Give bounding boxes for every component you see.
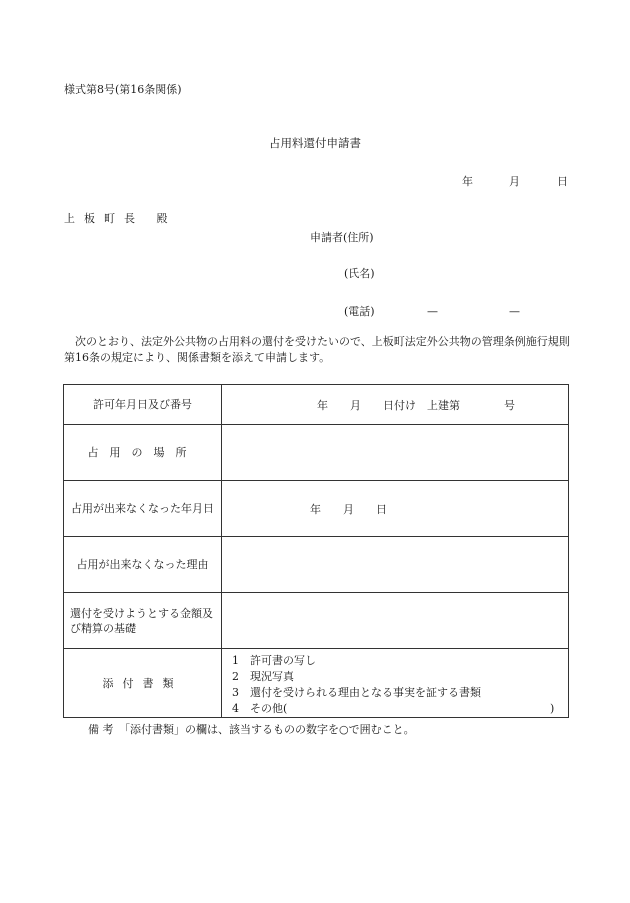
addressee: 上板町長 殿 xyxy=(64,212,177,225)
row-label-end-date: 占用が出来なくなった年月日 xyxy=(64,481,222,537)
form-number: 様式第8号(第16条関係) xyxy=(64,83,182,96)
table-row xyxy=(64,537,569,593)
date-year: 年 xyxy=(462,175,473,188)
row-label-amount xyxy=(64,593,222,649)
end-date-fields: 年 月 日 xyxy=(310,502,387,516)
table-row xyxy=(64,425,569,481)
row-value-reason xyxy=(222,537,569,593)
row-label-permit: 許可年月日及び番号 xyxy=(64,385,222,425)
row-value-attachments xyxy=(222,649,569,718)
phone-separator: — xyxy=(427,305,438,318)
date-month: 月 xyxy=(509,175,520,188)
row-label-reason: 占用が出来なくなった理由 xyxy=(64,537,222,593)
attachment-list xyxy=(222,649,568,717)
table-row xyxy=(64,649,569,718)
applicant-address-label: 申請者(住所) xyxy=(310,231,374,244)
row-value-end-date xyxy=(222,481,569,537)
applicant-name-label: (氏名) xyxy=(344,267,375,280)
row-value-permit xyxy=(222,385,569,425)
list-item: 3 還付を受けられる理由となる事実を証する書類 xyxy=(232,686,481,699)
row-label-attachments: 添付書類 xyxy=(64,649,222,718)
table-row xyxy=(64,385,569,425)
document-title: 占用料還付申請書 xyxy=(269,136,361,150)
phone-separator: — xyxy=(509,305,520,318)
attachment-other-close: ) xyxy=(550,702,555,715)
application-statement: 次のとおり、法定外公共物の占用料の還付を受けたいので、上板町法定外公共物の管理条例施行規則第16条の規定により、関係書類を添えて申請します。 xyxy=(64,335,570,364)
row-value-amount xyxy=(222,593,569,649)
row-label-location: 占用の場所 xyxy=(64,425,222,481)
list-item: 1 許可書の写し xyxy=(232,654,316,667)
table-row xyxy=(64,481,569,537)
applicant-phone-label: (電話) xyxy=(344,305,375,318)
list-item xyxy=(232,701,568,717)
attachment-other: 4 その他( xyxy=(232,702,288,715)
table-row xyxy=(64,593,569,649)
amount-label-text: 還付を受けようとする金額及び精算の基礎 xyxy=(70,606,213,635)
application-table xyxy=(63,384,569,718)
permit-date-number: 年 月 日付け 上建第 号 xyxy=(317,398,515,412)
date-day: 日 xyxy=(557,175,568,188)
list-item: 2 現況写真 xyxy=(232,670,294,683)
row-value-location xyxy=(222,425,569,481)
remarks: 備 考 「添付書類」の欄は、該当するものの数字を○で囲むこと。 xyxy=(88,723,415,736)
